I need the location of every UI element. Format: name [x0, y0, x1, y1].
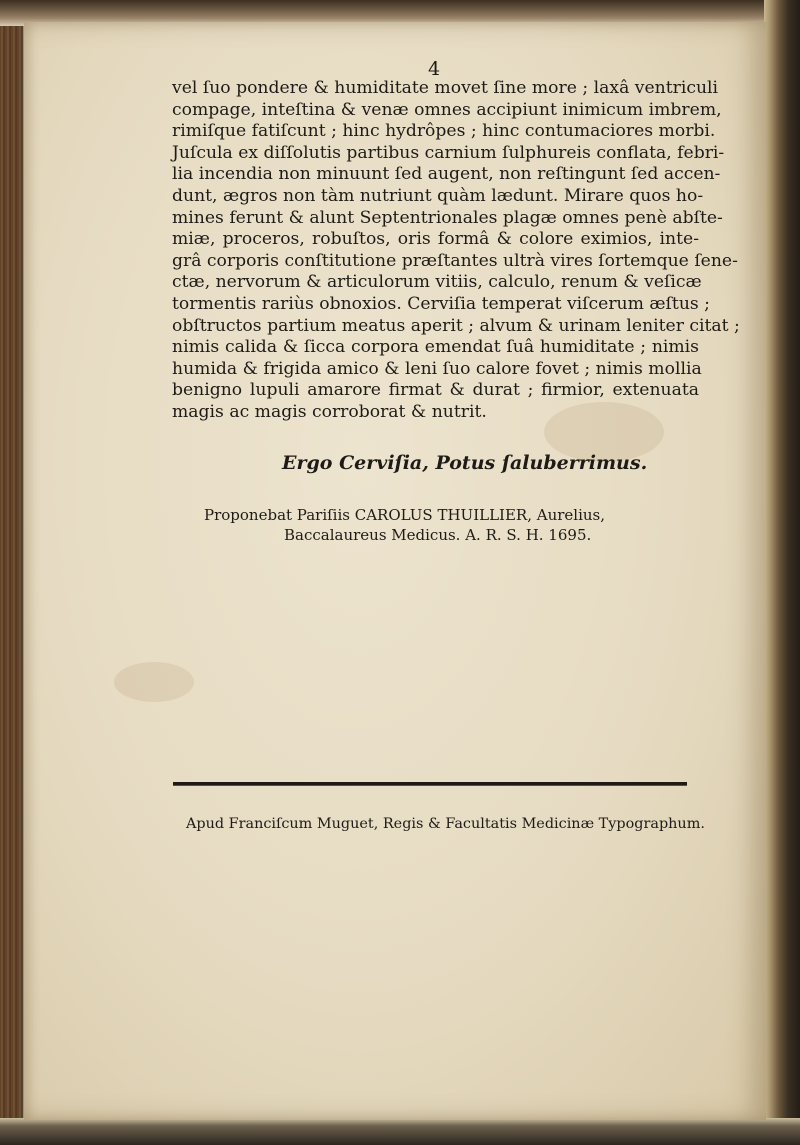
- body-line: ctæ, nervorum & articulorum vitiis, calculo, renum & veſicæ: [172, 272, 702, 293]
- bottom-page-edge: [0, 1118, 800, 1145]
- body-line: mines ferunt & alunt Septentrionales plagæ omnes penè abſte-: [172, 207, 723, 228]
- page-number: 4: [428, 58, 441, 80]
- right-page-edges: [764, 0, 800, 1145]
- left-page-edges: [0, 0, 22, 1145]
- paper-stain: [114, 662, 194, 702]
- body-line: tormentis rariùs obnoxios. Cerviſia temperat viſcerum æſtus ;: [172, 293, 710, 314]
- body-line: miæ, proceros, robuſtos, oris formâ & colore eximios, inte-: [172, 229, 699, 250]
- printer-imprint: Apud Franciſcum Muguet, Regis & Facultatis Medicinæ Typographum.: [186, 816, 705, 832]
- proposal-line: Baccalaureus Medicus. A. R. S. H. 1695.: [284, 526, 592, 544]
- body-text: [172, 78, 740, 424]
- body-line: grâ corporis conſtitutione præſtantes ultrà vires ſortemque ſene-: [172, 250, 738, 271]
- body-line: obſtructos partium meatus aperit ; alvum & urinam leniter citat ;: [172, 315, 740, 336]
- body-line: humida & frigida amico & leni ſuo calore fovet ; nimis mollia: [172, 358, 702, 379]
- body-line: rimiſque fatiſcunt ; hinc hydrôpes ; hinc contumaciores morbi.: [172, 121, 716, 142]
- body-line: magis ac magis corroborat & nutrit.: [172, 401, 487, 422]
- body-line: dunt, ægros non tàm nutriunt quàm lædunt. Mirare quos ho-: [172, 185, 704, 206]
- body-line: compage, inteſtina & venæ omnes accipiunt inimicum imbrem,: [172, 99, 722, 120]
- conclusion-heading: Ergo Cerviſia, Potus ſaluberrimus.: [282, 452, 648, 474]
- body-line: vel ſuo pondere & humiditate movet ſine more ; laxâ ventriculi: [172, 78, 719, 98]
- body-line: Juſcula ex diſſolutis partibus carnium ſulphureis conflata, febri-: [172, 142, 725, 163]
- body-line: nimis calida & ſicca corpora emendat ſuâ humiditate ; nimis: [172, 337, 699, 358]
- body-line: lia incendia non minuunt ſed augent, non reſtingunt ſed accen-: [172, 164, 721, 185]
- body-line: benigno lupuli amarore firmat & durat ; firmior, extenuata: [172, 380, 699, 401]
- horizontal-rule: [173, 782, 687, 786]
- proposal-line: Proponebat Pariſiis CAROLUS THUILLIER, Aurelius,: [204, 506, 606, 524]
- proposal-block: [204, 505, 674, 545]
